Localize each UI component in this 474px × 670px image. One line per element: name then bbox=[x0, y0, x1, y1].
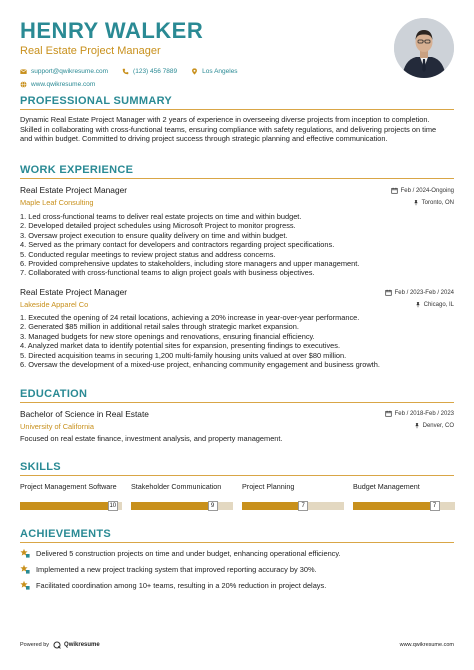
company-1: Maple Leaf Consulting bbox=[20, 198, 94, 207]
achievement-text: Delivered 5 construction projects on time and under budget, enhancing operational efficiency. bbox=[36, 548, 341, 558]
list-item: 1. Led cross-functional teams to deliver real estate projects on time and within budget. bbox=[20, 212, 302, 221]
email-item[interactable] bbox=[20, 67, 108, 76]
skills-heading: SKILLS bbox=[20, 461, 61, 473]
skill-item bbox=[20, 482, 122, 510]
skill-name: Project Management Software bbox=[20, 482, 117, 491]
list-item: 4. Analyzed market data to identify potential sites for expansion, presenting findings to executives. bbox=[20, 341, 341, 351]
star-badge-icon bbox=[20, 548, 30, 558]
calendar-icon bbox=[391, 187, 398, 194]
list-item: 4. Served as the primary contact for developers and contractors regarding project specifications. bbox=[20, 240, 335, 250]
skill-bar bbox=[353, 502, 455, 510]
skill-bar-fill bbox=[131, 502, 213, 510]
education-dates-text: Feb / 2018-Feb / 2023 bbox=[394, 410, 454, 417]
experience-divider bbox=[20, 178, 454, 179]
job-dates-text-1: Feb / 2024-Ongoing bbox=[400, 187, 454, 194]
skill-bar bbox=[20, 502, 122, 510]
list-item: 3. Oversaw project execution to ensure quality delivery on time and within budget. bbox=[20, 230, 288, 240]
email-text: support@qwikresume.com bbox=[31, 68, 109, 75]
skill-bar-fill bbox=[20, 502, 113, 510]
list-item: 7. Collaborated with cross-functional teams to align project goals with business objectives. bbox=[20, 268, 315, 278]
location-text: Los Angeles bbox=[202, 68, 238, 75]
job-dates-text-2: Feb / 2023-Feb / 2024 bbox=[394, 289, 454, 296]
skill-item bbox=[131, 482, 233, 510]
globe-icon bbox=[20, 81, 27, 88]
skill-name: Stakeholder Communication bbox=[131, 482, 222, 491]
job-title-1: Real Estate Project Manager bbox=[20, 185, 128, 195]
school: University of California bbox=[20, 422, 94, 431]
degree: Bachelor of Science in Real Estate bbox=[20, 409, 149, 419]
list-item: 2. Generated $85 million in additional retail sales through strategic market expansion. bbox=[20, 322, 299, 332]
skill-name: Budget Management bbox=[353, 482, 420, 491]
candidate-title: Real Estate Project Manager bbox=[20, 45, 161, 57]
skill-level: 7 bbox=[298, 501, 308, 511]
skill-bar-fill bbox=[353, 502, 435, 510]
pushpin-icon bbox=[413, 199, 419, 206]
website-item[interactable] bbox=[20, 80, 95, 89]
summary-text: Dynamic Real Estate Project Manager with 2 years of experience in overseeing diverse projects from inception to completion. Skilled in collaborating with cross-functional teams, ensuring compliance with safety regulations, and delivering projects on time and within budget. Committed to driving project success through strategic planning and effective communication. bbox=[20, 115, 437, 144]
job-dates-1 bbox=[391, 187, 454, 194]
list-item: 2. Developed detailed project schedules using Microsoft Project to monitor progress. bbox=[20, 221, 296, 231]
education-dates bbox=[385, 410, 454, 417]
profile-photo bbox=[394, 18, 454, 78]
skill-item bbox=[242, 482, 344, 510]
skill-item bbox=[353, 482, 455, 510]
star-badge-icon bbox=[20, 564, 30, 574]
job-bullets-2 bbox=[20, 313, 450, 369]
achievement-text: Implemented a new project tracking system that improved reporting accuracy by 30%. bbox=[36, 564, 317, 574]
skill-bar bbox=[131, 502, 233, 510]
skill-level: 10 bbox=[109, 503, 117, 509]
job-location-1 bbox=[413, 199, 454, 206]
company-2: Lakeside Apparel Co bbox=[20, 300, 89, 309]
qwikresume-logo-icon bbox=[53, 641, 61, 649]
phone-item[interactable] bbox=[122, 67, 177, 76]
achievements-heading: ACHIEVEMENTS bbox=[20, 528, 111, 540]
job-title-2: Real Estate Project Manager bbox=[20, 287, 128, 297]
job-location-text-2: Chicago, IL bbox=[423, 301, 454, 308]
experience-heading: WORK EXPERIENCE bbox=[20, 164, 134, 176]
powered-by-text: Powered by bbox=[20, 642, 50, 648]
summary-divider bbox=[20, 109, 454, 110]
footer-powered-by bbox=[20, 641, 100, 649]
location-item bbox=[191, 67, 237, 76]
list-item: 5. Conducted regular meetings to review project status and address concerns. bbox=[20, 249, 276, 259]
job-dates-2 bbox=[385, 289, 454, 296]
education-heading: EDUCATION bbox=[20, 388, 88, 400]
website-text: www.qwikresume.com bbox=[31, 81, 96, 88]
achievements-divider bbox=[20, 542, 454, 543]
footer-url[interactable]: www.qwikresume.com bbox=[399, 642, 454, 648]
map-pin-icon bbox=[191, 68, 198, 75]
education-divider bbox=[20, 402, 454, 403]
job-bullets-1 bbox=[20, 212, 450, 278]
list-item: 1. Executed the opening of 24 retail locations, achieving a 20% increase in year-over-year performance. bbox=[20, 313, 360, 322]
achievement-item bbox=[20, 548, 450, 558]
envelope-icon bbox=[20, 68, 27, 75]
resume-header bbox=[20, 18, 390, 89]
skill-bar bbox=[242, 502, 344, 510]
skill-bar-fill bbox=[242, 502, 303, 510]
candidate-name: HENRY WALKER bbox=[20, 18, 204, 43]
summary-heading: PROFESSIONAL SUMMARY bbox=[20, 95, 173, 107]
website-row bbox=[20, 80, 390, 89]
skill-level: 9 bbox=[208, 501, 218, 511]
list-item: 5. Directed acquisition teams in securing 1,200 multi-family housing units valued at over $80 million. bbox=[20, 350, 347, 360]
calendar-icon bbox=[385, 410, 392, 417]
brand-name: Qwikresume bbox=[64, 642, 100, 648]
achievement-item bbox=[20, 580, 450, 590]
education-description: Focused on real estate finance, investment analysis, and property management. bbox=[20, 434, 283, 443]
job-location-2 bbox=[415, 301, 454, 308]
phone-icon bbox=[122, 68, 129, 75]
achievement-item bbox=[20, 564, 450, 574]
skill-level: 7 bbox=[430, 501, 440, 511]
list-item: 3. Managed budgets for new store openings and renovations, ensuring financial efficiency. bbox=[20, 331, 315, 341]
education-location bbox=[414, 422, 454, 429]
star-badge-icon bbox=[20, 580, 30, 590]
skill-name: Project Planning bbox=[242, 482, 295, 491]
pushpin-icon bbox=[415, 301, 421, 308]
profile-photo-image bbox=[394, 18, 454, 78]
calendar-icon bbox=[385, 289, 392, 296]
contact-row bbox=[20, 67, 390, 76]
achievement-text: Facilitated coordination among 10+ teams, resulting in a 20% reduction in project delays. bbox=[36, 580, 327, 590]
pushpin-icon bbox=[414, 422, 420, 429]
list-item: 6. Provided comprehensive updates to stakeholders, including store managers and upper management. bbox=[20, 259, 360, 269]
phone-text: (123) 456 7889 bbox=[133, 68, 178, 75]
education-location-text: Denver, CO bbox=[422, 422, 454, 429]
list-item: 6. Oversaw the development of a mixed-use project, enhancing community engagement and business growth. bbox=[20, 360, 380, 370]
skills-divider bbox=[20, 475, 454, 476]
job-location-text-1: Toronto, ON bbox=[421, 199, 454, 206]
